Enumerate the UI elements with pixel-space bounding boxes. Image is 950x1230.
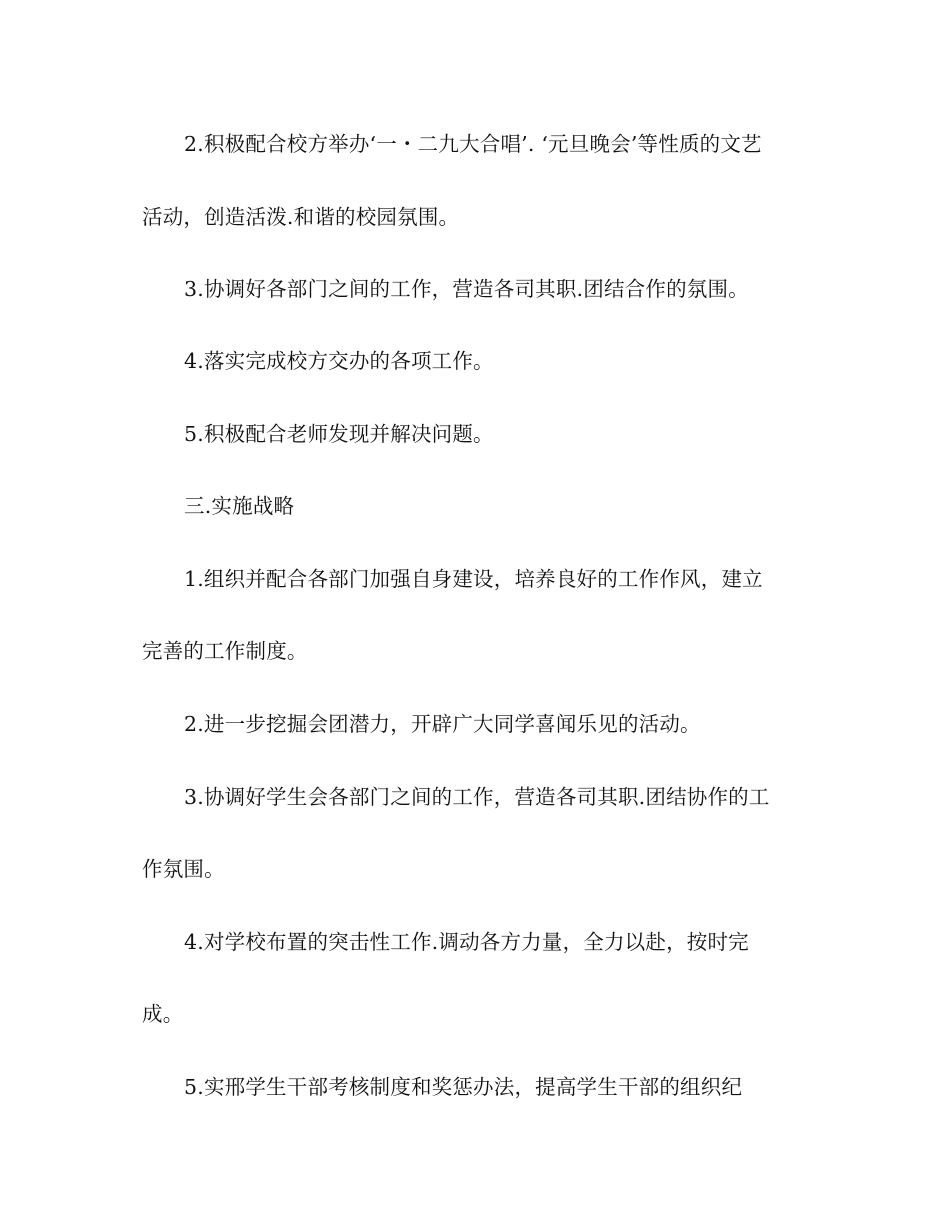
paragraph-line: 5.实邢学生干部考核制度和奖惩办法，提高学生干部的组织纪 [184,1075,743,1099]
paragraph-line: 2.积极配合校方举办‘一・二九大合唱’. ‘元旦晚会’等性质的文艺 [184,132,762,156]
paragraph-line: 成。 [142,1002,184,1026]
paragraph-line: 4.落实完成校方交办的各项工作。 [184,349,494,373]
paragraph-line: 活动，创造活泼.和谐的校园氛围。 [142,205,460,229]
paragraph-line: 2.进一步挖掘会团潜力，开辟广大同学喜闻乐见的活动。 [184,712,701,736]
paragraph-line: 3.协调好各部门之间的工作，营造各司其职.团结合作的氛围。 [184,277,749,301]
paragraph-line: 5.积极配合老师发现并解决问题。 [184,422,494,446]
paragraph-line: 完善的工作制度。 [142,639,308,663]
section-heading: 三.实施战略 [184,494,295,518]
paragraph-line: 作氛围。 [142,857,225,881]
paragraph-line: 4.对学校布置的突击性工作.调动各方力量，全力以赴，按时完 [184,930,749,954]
paragraph-line: 1.组织并配合各部门加强自身建设，培养良好的工作作风，建立 [184,567,763,591]
paragraph-line: 3.协调好学生会各部门之间的工作，营造各司其职.团结协作的工 [184,785,770,809]
